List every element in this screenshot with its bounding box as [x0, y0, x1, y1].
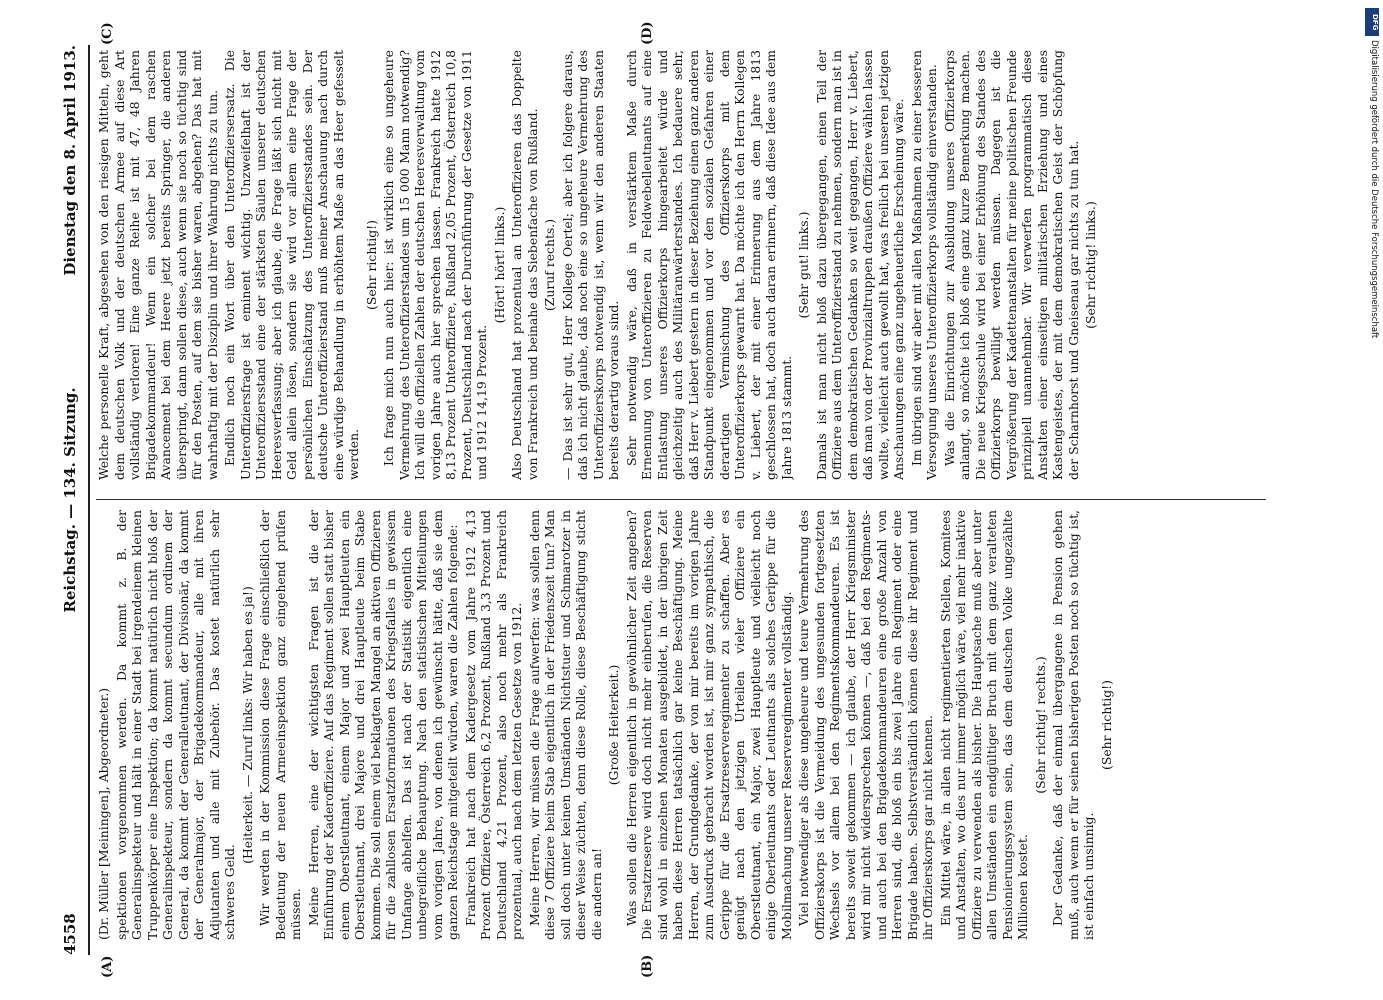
paragraph: — Das ist sehr gut, Herr Kollege Oertel; aber ich folgere daraus, daß ich nicht glaube, daß noch eine so ungeheure Vermehrung des Unteroffizierskorps notwendig ist, wenn wir den anderen Staaten bereits derartig voraus sind.	[559, 50, 621, 480]
margin-marker-c: (C)	[100, 22, 115, 45]
session-title: Reichstag. — 134. Sitzung.	[61, 387, 79, 613]
page-number: 4558	[61, 913, 79, 955]
paragraph: Was sollen die Herren eigentlich in gewöhnlicher Zeit angeben? Die Ersatzreserve wird doch nicht mehr einberufen, die Reserven sind wohl in einzelnen Monaten ausgebildet, in der übrigen Zeit haben diese Herren tatsächlich gar keine Beschäftigung. Meine Herren, der Grundgedanke, der von mir bereits im vorigen Jahre zum Ausdruck gebracht worden ist, ist mir ganz sympathisch, die Gerippe für die Ersatzreserveregimenter zu schaffen. Aber es genügt nach den jetzigen Urteilen vieler Offiziere ein Oberstleutnant, ein Major, zwei Hauptleute und vielleicht noch einige Oberleutnants oder Leutnants als solches Gerippe für die Mobilmachung unserer Reserveregimenter vollständig.	[623, 510, 794, 940]
paragraph: Damals ist man nicht bloß dazu übergegangen, einen Teil der Offiziere aus dem Unteroffizierstand zu nehmen, sondern man ist in dem demokratischen Gedanken so weit gegangen, Herr v. Liebert, daß man von der Provinzialtruppen draußen Offiziere wählen lassen wollte, vielleicht auch gewollt hat, was freilich bei unseren jetzigen Anschauungen eine ganz ungeheuerliche Erscheinung wäre.	[813, 50, 906, 480]
column-divider	[96, 499, 1266, 500]
interjection: (Zuruf rechts.)	[542, 218, 557, 312]
paragraph: Also Deutschland hat prozentual an Unteroffizieren das Doppelte von Frankreich und beinahe das Siebenfache von Rußland.	[509, 50, 540, 480]
paragraph: Welche personelle Kraft, abgesehen von den riesigen Mitteln, geht dem deutschen Volk und der deutschen Armee auf diese Art vollständig verloren! Eine ganze Reihe ist mit 47, 48 Jahren Brigadekommandeur! Wenn ein solcher bei dem raschen Avancement bei dem Heere jetzt bereits Springer, die anderen überspringt, dann sollen diese, auch wenn sie noch so tüchtig sind für den Posten, auf dem sie bisher waren, abgehen? Das hat mit wahrhaftig mit der Disziplin und ihrer Wahrung nichts zu tun.	[96, 50, 220, 480]
right-column	[96, 50, 1266, 480]
paragraph: Endlich noch ein Wort über den Unteroffiziersersatz. Die Unteroffiziersfrage ist eminent wichtig. Unzweifelhaft ist der Unteroffiziersstand eine der stärksten Säulen unserer deutschen Heeresverfassung; aber ich glaube, die Frage läßt sich nicht mit Geld allein lösen, sondern sie wird vor allem eine Frage der persönlichen Einschätzung des Unteroffiziersstandes sein. Der deutsche Unteroffizierstand muß meiner Anschauung nach durch eine würdige Behandlung in erhöhtem Maße an das Heer gefesselt werden.	[222, 50, 361, 480]
paragraph: Meine Herren, wir müssen die Frage aufwerfen: was sollen denn diese 7 Offiziere beim Stab eigentlich in der Friedenszeit tun? Man soll doch unter keinen Umständen Nichtstuer und Schmarotzer in dieser Weise züchten, denn diese Rolle, diese Beschäftigung sticht die andern an!	[526, 510, 604, 940]
page-header	[55, 45, 87, 955]
paragraph: spektionen vorgenommen werden. Da kommt z. B. der Generalinspekteur und hält in einer Stadt bei irgendeinem kleinen Truppenkörper eine Inspektion; da kommt natürlich nicht bloß der Generalinspekteur, sondern da kommt secundum ordinem der General, da kommt der Generalleutnant, der Divisionär, da kommt der Generalmajor, der Brigadekommandeur, alle mit ihren Adjutanten und alle mit Zubehör. Das kostet natürlich sehr schweres Geld.	[113, 510, 237, 940]
dfg-logo: DFG	[1365, 8, 1379, 36]
interjection: (Heiterkeit. — Zuruf links: Wir haben es ja!)	[239, 586, 255, 864]
interjection: (Sehr richtig! links.)	[1083, 201, 1098, 329]
interjection: (Große Heiterkeit.)	[606, 664, 621, 786]
interjection: (Sehr richtig! rechts.)	[1032, 656, 1048, 794]
paragraph: Im übrigen sind wir aber mit allen Maßnahmen zu einer besseren Versorgung unseres Unteroffizierkorps vollständig einverstanden.	[908, 50, 939, 480]
left-column	[96, 510, 1266, 940]
paragraph: Wir werden in der Kommission diese Frage einschließlich der Bedeutung der neuen Armeeinspektion ganz eingehend prüfen müssen.	[257, 510, 303, 940]
paragraph: Was die Einrichtungen zur Ausbildung unseres Offizierkorps anlangt, so möchte ich bloß eine ganz kurze Bemerkung machen. Die neue Kriegsschule wird bei einer Erhöhung des Standes des Offizierkorps bewilligt werden müssen. Dagegen ist die Vergrößerung der Kadettenanstalten für meine politischen Freunde prinzipiell unannehmbar. Wir verwerfen programmatisch diese Anstalten einer einseitigen militärischen Erziehung und eines Kastengeistes, der mit dem demokratischen Geist der Schöpfung der Scharnhorst und Gneisenau gar nichts zu tun hat.	[941, 50, 1081, 480]
paragraph: (Dr. Müller [Meiningen], Abgeordneter.)	[96, 687, 111, 940]
margin-marker-b: (B)	[640, 954, 655, 978]
interjection: (Sehr richtig!)	[1098, 680, 1114, 770]
paragraph: Der Gedanke, daß der einmal übergangene in Pension gehen muß, auch wenn er für seinen bisherigen Posten noch so tüchtig ist, ist einfach unsinnig.	[1050, 510, 1096, 940]
interjection: (Sehr gut! links.)	[796, 211, 811, 319]
digitization-credit: Digitalisierung gefördert durch die Deutsche Forschungsgemeinschaft	[1369, 40, 1379, 339]
margin-marker-a: (A)	[100, 955, 115, 978]
session-date: Dienstag den 8. April 1913.	[61, 45, 79, 276]
margin-marker-d: (D)	[640, 21, 655, 45]
paragraph: Meine Herren, eine der wichtigsten Fragen ist die der Einführung der Kaderoffiziere. Auf das Regiment sollen statt bisher einem Oberstleutnant, einem Major und zwei Hauptleuten ein Oberstleutnant, drei Majore und drei Hauptleute beim Stabe kommen. Die soll einem viel beklagten Mangel an aktiven Offizieren für die zahllosen Ersatzformationen des Kriegsfalles in gewissem Umfange abhelfen. Das ist nach der Statistik eigentlich eine unbegreifliche Behauptung. Nach den statistischen Mitteilungen vom vorigen Jahre, von denen ich gewünscht hätte, daß sie dem ganzen Reichstage mitgeteilt würden, waren die Zahlen folgende:	[305, 510, 460, 940]
header-rule	[88, 45, 90, 955]
paragraph: Ich frage mich nun auch hier: ist wirklich eine so ungeheure Vermehrung des Unteroffizierstandes um 15 000 Mann notwendig? Ich will die offiziellen Zahlen der deutschen Heeresverwaltung vom vorigen Jahre auch hier sprechen lassen. Frankreich hatte 1912 8,13 Prozent Unteroffiziere, Rußland 2,05 Prozent, Österreich 10,8 Prozent, Deutschland nach der Durchführung der Gesetze von 1911 und 1912 14,19 Prozent.	[381, 50, 489, 480]
paragraph: Frankreich hat nach dem Kadergesetz vom Jahre 1912 4,13 Prozent Offiziere, Österreich 6,2 Prozent, Rußland 3,3 Prozent und Deutschland 4,21 Prozent, also noch mehr als Frankreich prozentual, auch nach dem letzten Gesetze von 1912.	[462, 510, 524, 940]
paragraph: Ein Mittel wäre, in allen nicht regimentierten Stellen, Komitees und Anstalten, wo dies nur immer möglich wäre, viel mehr inaktive Offiziere zu verwenden als bisher. Die Hauptsache muß aber unter allen Umständen ein endgültiger Bruch mit dem ganz veralteten Pensionierungssystem sein, das dem deutschen Volke ungezählte Millionen kostet.	[937, 510, 1030, 940]
paragraph: Sehr notwendig wäre, daß in verstärktem Maße durch Ernennung von Unteroffizieren zu Feldwebelleutnants auf eine Entlastung unseres Offizierkorps hingearbeitet würde und gleichzeitig auch des Militäranwärterstandes. Ich bedauere sehr, daß Herr v. Liebert gestern in dieser Beziehung einen ganz anderen Standpunkt eingenommen und vor den sozialen Gefahren einer derartigen Vermischung des Offizierskorps mit dem Unteroffizierkorps gewarnt hat. Da möchte ich den Herrn Kollegen v. Liebert, der mit einer Erinnerung aus dem Jahre 1813 geschlossen hat, doch auch daran erinnern, daß diese Idee aus dem Jahre 1813 stammt.	[623, 50, 794, 480]
paragraph: Viel notwendiger als diese ungeheure und teure Vermehrung des Offizierskorps ist die Vermeidung des ungesunden fortgesetzten Wechsels vor allem bei den Regimentskommandeuren. Es ist bereits soweit gekommen — ich glaube, der Herr Kriegsminister wird mir nicht widersprechen können —, daß bei den Regiments- und auch bei den Brigadekommandeuren eine große Anzahl von Herren sind, die bloß ein bis zwei Jahre ein Regiment oder eine Brigade haben. Selbstverständlich können diese ihr Regiment und ihr Offizierskorps gar nicht kennen.	[796, 510, 935, 940]
interjection: (Hört! hört! links.)	[491, 206, 507, 324]
interjection: (Sehr richtig!)	[363, 220, 379, 310]
